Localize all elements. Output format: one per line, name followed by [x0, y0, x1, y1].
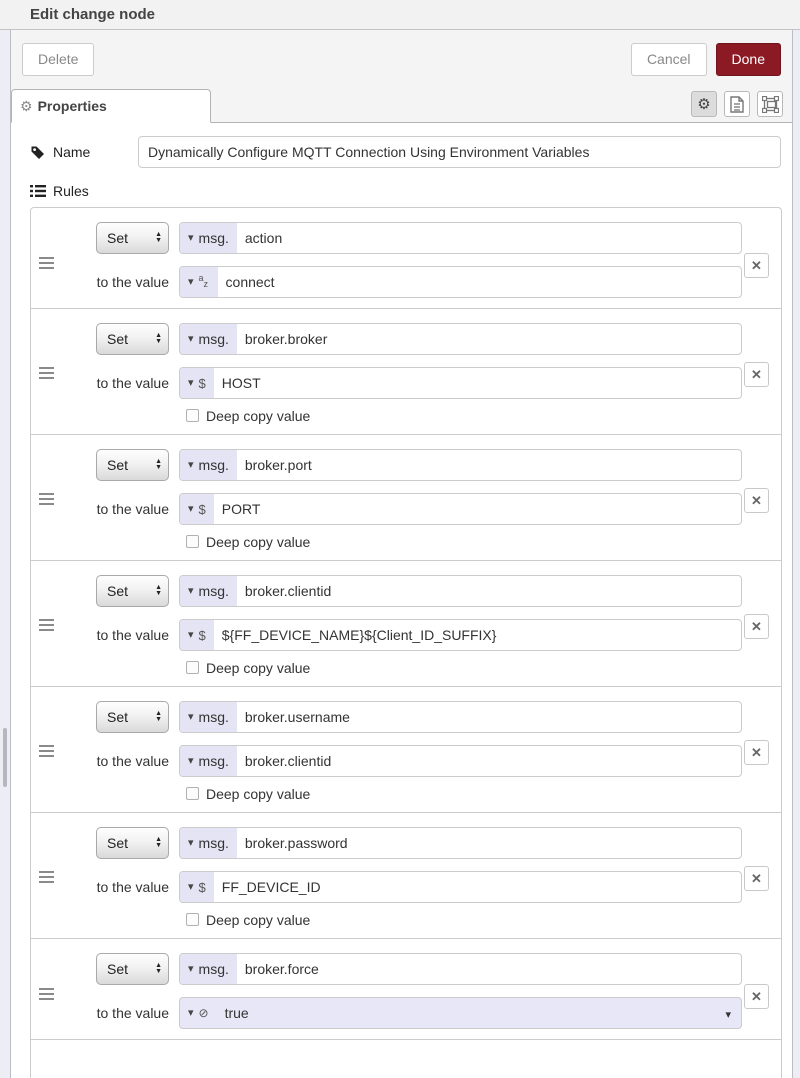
rule-value-text: broker.clientid	[244, 753, 332, 769]
rule-value-input[interactable]	[179, 997, 742, 1029]
select-arrows-icon: ▲ ▼	[155, 584, 162, 597]
rule-item-2	[31, 308, 781, 434]
rule-property-value: broker.port	[244, 457, 312, 473]
rules-header	[30, 181, 781, 201]
rule-value-input[interactable]	[179, 619, 742, 651]
rule-property-row	[96, 827, 742, 859]
gear-icon: ⚙	[697, 96, 711, 113]
property-type-chip[interactable]	[180, 450, 237, 480]
rule-value-row	[89, 367, 742, 399]
rule-property-row	[96, 575, 742, 607]
chevron-down-icon: ▾	[188, 458, 194, 471]
rule-property-input[interactable]	[179, 701, 742, 733]
rule-item-5	[31, 686, 781, 812]
select-arrows-icon: ▲ ▼	[155, 458, 162, 471]
name-label	[30, 144, 138, 160]
rule-action-select[interactable]	[96, 449, 169, 481]
value-type-chip[interactable]	[180, 746, 237, 776]
done-button[interactable]: Done	[716, 43, 781, 76]
rule-property-input[interactable]	[179, 222, 742, 254]
rule-drag-handle[interactable]	[39, 742, 54, 760]
vertical-scrollbar-thumb[interactable]	[3, 728, 7, 787]
node-appearance-button[interactable]	[757, 91, 783, 117]
boolean-type-icon: ⊘	[198, 1006, 209, 1020]
to-the-value-label: to the value	[96, 627, 169, 643]
value-type-chip[interactable]	[180, 872, 214, 902]
rule-remove-button[interactable]: ✕	[744, 488, 769, 513]
rule-value-row	[89, 493, 742, 525]
deep-copy-label: Deep copy value	[206, 407, 311, 424]
rule-action-value: Set	[107, 835, 129, 851]
rule-value-text: connect	[225, 274, 275, 290]
rule-item-4	[31, 560, 781, 686]
right-edge-strip	[792, 30, 800, 1078]
rule-remove-button[interactable]: ✕	[744, 740, 769, 765]
rule-action-value: Set	[107, 961, 129, 977]
rule-action-value: Set	[107, 331, 129, 347]
chevron-down-icon: ▾	[188, 231, 194, 244]
dialog-header	[0, 0, 800, 30]
select-arrows-icon: ▲ ▼	[155, 962, 162, 975]
chevron-down-icon: ▾	[188, 275, 194, 288]
rule-drag-handle[interactable]	[39, 985, 54, 1003]
chevron-down-icon: ▾	[188, 836, 194, 849]
rule-value-input[interactable]	[179, 871, 742, 903]
msg-prefix-label: msg.	[198, 753, 229, 769]
property-type-chip[interactable]	[180, 702, 237, 732]
rule-property-input[interactable]	[179, 953, 742, 985]
value-type-chip[interactable]	[180, 998, 217, 1028]
rule-value-text: PORT	[221, 501, 261, 517]
deep-copy-label: Deep copy value	[206, 533, 311, 550]
chevron-down-icon: ▾	[188, 880, 194, 893]
rule-value-text: HOST	[221, 375, 261, 391]
deep-copy-label: Deep copy value	[206, 659, 311, 676]
rule-item-7	[31, 938, 781, 1039]
rule-property-row	[96, 953, 742, 985]
rule-value-row	[89, 619, 742, 651]
rule-action-value: Set	[107, 709, 129, 725]
properties-gear-icon: ⚙	[20, 97, 33, 114]
msg-prefix-label: msg.	[198, 583, 229, 599]
rules-label-text: Rules	[53, 183, 89, 199]
rule-property-input[interactable]	[179, 827, 742, 859]
rule-property-value: broker.password	[244, 835, 348, 851]
rule-remove-button[interactable]: ✕	[744, 866, 769, 891]
deep-copy-row	[186, 533, 742, 550]
to-the-value-label: to the value	[96, 753, 169, 769]
rule-value-text: true	[224, 1005, 249, 1021]
rule-drag-handle[interactable]	[39, 868, 54, 886]
msg-prefix-label: msg.	[198, 457, 229, 473]
select-arrows-icon: ▲ ▼	[155, 710, 162, 723]
chevron-down-icon: ▾	[188, 962, 194, 975]
to-the-value-label: to the value	[96, 501, 169, 517]
property-type-chip[interactable]	[180, 828, 237, 858]
msg-prefix-label: msg.	[198, 230, 229, 246]
to-the-value-label: to the value	[96, 879, 169, 895]
rule-property-row	[96, 701, 742, 733]
rule-value-input[interactable]	[179, 493, 742, 525]
deep-copy-checkbox[interactable]	[186, 535, 199, 548]
rule-property-value: broker.username	[244, 709, 350, 725]
dialog-main	[11, 30, 792, 1078]
rule-remove-button[interactable]: ✕	[744, 362, 769, 387]
deep-copy-label: Deep copy value	[206, 785, 311, 802]
cancel-button[interactable]: Cancel	[631, 43, 707, 76]
rule-action-select[interactable]	[96, 323, 169, 355]
dropdown-caret-icon: ▾	[725, 1009, 731, 1021]
property-type-chip[interactable]	[180, 576, 237, 606]
edit-properties-button[interactable]	[691, 91, 717, 117]
value-type-chip[interactable]	[180, 267, 218, 297]
rule-action-select[interactable]	[96, 827, 169, 859]
to-the-value-label: to the value	[96, 375, 169, 391]
chevron-down-icon: ▾	[188, 584, 194, 597]
rule-action-select[interactable]	[96, 953, 169, 985]
rule-action-select[interactable]	[96, 222, 169, 254]
chevron-down-icon: ▾	[188, 332, 194, 345]
env-var-type-icon: $	[198, 375, 206, 391]
rule-action-value: Set	[107, 457, 129, 473]
chevron-down-icon: ▾	[188, 628, 194, 641]
msg-prefix-label: msg.	[198, 835, 229, 851]
rule-property-row	[96, 449, 742, 481]
to-the-value-label: to the value	[96, 274, 169, 290]
name-label-text: Name	[53, 144, 91, 160]
property-type-chip[interactable]	[180, 954, 237, 984]
rule-value-input[interactable]	[179, 266, 742, 298]
rule-value-text: FF_DEVICE_ID	[221, 879, 321, 895]
env-var-type-icon: $	[198, 501, 206, 517]
rule-remove-button[interactable]: ✕	[744, 984, 769, 1009]
rule-item-1	[31, 208, 781, 308]
chevron-down-icon: ▾	[188, 502, 194, 515]
rule-property-value: broker.clientid	[244, 583, 332, 599]
chevron-down-icon: ▾	[188, 376, 194, 389]
rule-property-input[interactable]	[179, 449, 742, 481]
dialog-shell	[0, 30, 800, 1078]
value-type-chip[interactable]	[180, 368, 214, 398]
env-var-type-icon: $	[198, 627, 206, 643]
name-row	[30, 135, 781, 169]
deep-copy-row	[186, 659, 742, 676]
rule-action-value: Set	[107, 583, 129, 599]
rule-value-row	[89, 997, 742, 1029]
string-type-icon: a z	[198, 273, 209, 289]
deep-copy-row	[186, 911, 742, 928]
rule-drag-handle[interactable]	[39, 490, 54, 508]
edit-description-button[interactable]	[724, 91, 750, 117]
rule-property-value: broker.broker	[244, 331, 328, 347]
properties-form	[11, 123, 792, 1078]
rule-value-input[interactable]	[179, 745, 742, 777]
msg-prefix-label: msg.	[198, 961, 229, 977]
deep-copy-checkbox[interactable]	[186, 661, 199, 674]
rules-list-empty-area	[31, 1039, 781, 1078]
to-the-value-label: to the value	[96, 1005, 169, 1021]
tab-properties-label: Properties	[37, 98, 107, 114]
rule-value-text: ${FF_DEVICE_NAME}${Client_ID_SUFFIX}	[221, 627, 497, 643]
msg-prefix-label: msg.	[198, 331, 229, 347]
deep-copy-row	[186, 785, 742, 802]
dialog-toolbar	[11, 30, 792, 88]
dialog-title: Edit change node	[30, 6, 156, 23]
document-icon	[730, 96, 744, 113]
select-arrows-icon: ▲ ▼	[155, 332, 162, 345]
chevron-down-icon: ▾	[188, 710, 194, 723]
rule-action-value: Set	[107, 230, 129, 246]
rule-value-input[interactable]	[179, 367, 742, 399]
deep-copy-label: Deep copy value	[206, 911, 311, 928]
rule-drag-handle[interactable]	[39, 616, 54, 634]
rule-property-value: broker.force	[244, 961, 319, 977]
rule-property-value: action	[244, 230, 283, 246]
value-type-chip[interactable]	[180, 494, 214, 524]
rule-value-row	[89, 871, 742, 903]
rule-item-6	[31, 812, 781, 938]
tab-properties[interactable]	[11, 89, 211, 123]
rule-action-select[interactable]	[96, 701, 169, 733]
rule-property-row	[96, 222, 742, 254]
list-icon	[30, 184, 46, 198]
chevron-down-icon: ▾	[188, 1006, 194, 1019]
value-type-chip[interactable]	[180, 620, 214, 650]
rule-value-row	[89, 266, 742, 298]
tag-icon	[30, 144, 46, 160]
rule-action-select[interactable]	[96, 575, 169, 607]
appearance-group-icon	[762, 96, 779, 113]
tab-toolbar	[691, 91, 783, 117]
rules-list	[30, 207, 782, 1078]
msg-prefix-label: msg.	[198, 709, 229, 725]
chevron-down-icon: ▾	[188, 754, 194, 767]
rule-item-3	[31, 434, 781, 560]
select-arrows-icon: ▲ ▼	[155, 836, 162, 849]
rule-drag-handle[interactable]	[39, 254, 54, 272]
property-type-chip[interactable]	[180, 324, 237, 354]
rule-remove-button[interactable]: ✕	[744, 614, 769, 639]
deep-copy-row	[186, 407, 742, 424]
name-input[interactable]	[138, 136, 781, 168]
deep-copy-checkbox[interactable]	[186, 913, 199, 926]
rule-remove-button[interactable]: ✕	[744, 253, 769, 278]
deep-copy-checkbox[interactable]	[186, 787, 199, 800]
rule-property-input[interactable]	[179, 323, 742, 355]
rule-property-row	[96, 323, 742, 355]
delete-button[interactable]: Delete	[22, 43, 94, 76]
tab-bar	[11, 88, 792, 123]
rule-drag-handle[interactable]	[39, 364, 54, 382]
left-edge-strip	[0, 30, 11, 1078]
env-var-type-icon: $	[198, 879, 206, 895]
select-arrows-icon: ▲ ▼	[155, 231, 162, 244]
deep-copy-checkbox[interactable]	[186, 409, 199, 422]
property-type-chip[interactable]	[180, 223, 237, 253]
rule-property-input[interactable]	[179, 575, 742, 607]
rule-value-row	[89, 745, 742, 777]
